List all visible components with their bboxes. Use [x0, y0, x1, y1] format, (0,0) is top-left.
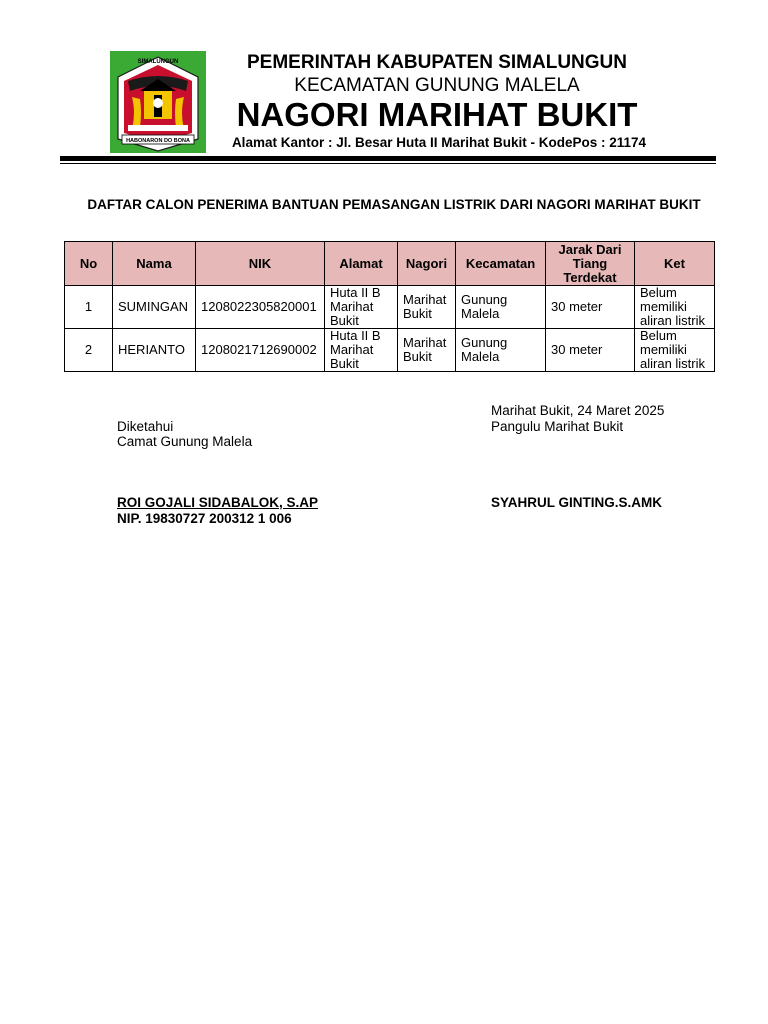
cell-nik: 1208022305820001: [196, 286, 325, 329]
government-name: PEMERINTAH KABUPATEN SIMALUNGUN: [247, 52, 627, 73]
place-date: Marihat Bukit, 24 Maret 2025: [491, 403, 665, 418]
cell-nagori: Marihat Bukit: [398, 329, 456, 372]
cell-kecamatan: Gunung Malela: [456, 329, 546, 372]
cell-nagori: Marihat Bukit: [398, 286, 456, 329]
letterhead-rule-thin: [60, 163, 716, 164]
cell-alamat: Huta II B Marihat Bukit: [325, 329, 398, 372]
table-row: [65, 329, 715, 372]
cell-ket: Belum memiliki aliran listrik: [635, 329, 715, 372]
right-signer-name: SYAHRUL GINTING.S.AMK: [491, 495, 663, 510]
cell-alamat: Huta II B Marihat Bukit: [325, 286, 398, 329]
district-name: KECAMATAN GUNUNG MALELA: [294, 75, 580, 96]
table-header-row: [65, 242, 715, 286]
header-nagori: Nagori: [398, 242, 456, 286]
left-signer-name: ROI GOJALI SIDABALOK, S.AP: [117, 495, 319, 510]
recipient-table: [64, 241, 715, 372]
header-no: No: [65, 242, 113, 286]
cell-nama: HERIANTO: [113, 329, 196, 372]
cell-no: 2: [65, 329, 113, 372]
table-row: [65, 286, 715, 329]
header-alamat: Alamat: [325, 242, 398, 286]
cell-jarak: 30 meter: [546, 286, 635, 329]
office-address: Alamat Kantor : Jl. Besar Huta II Marihat Bukit - KodePos : 21174: [231, 135, 647, 150]
simalungun-emblem: [110, 51, 206, 153]
village-name: NAGORI MARIHAT BUKIT: [236, 96, 638, 133]
cell-ket: Belum memiliki aliran listrik: [635, 286, 715, 329]
cell-jarak: 30 meter: [546, 329, 635, 372]
cell-nik: 1208021712690002: [196, 329, 325, 372]
right-signer-title: Pangulu Marihat Bukit: [491, 419, 624, 434]
cell-no: 1: [65, 286, 113, 329]
svg-text:SIMALUNGUN: SIMALUNGUN: [137, 59, 179, 65]
header-kecamatan: Kecamatan: [456, 242, 546, 286]
left-signer-title: Camat Gunung Malela: [117, 434, 253, 449]
svg-text:HABONARON DO BONA: HABONARON DO BONA: [126, 138, 190, 144]
acknowledged-label: Diketahui: [117, 419, 174, 434]
cell-nama: SUMINGAN: [113, 286, 196, 329]
header-nama: Nama: [113, 242, 196, 286]
left-signer-nip: NIP. 19830727 200312 1 006: [117, 511, 292, 526]
header-ket: Ket: [635, 242, 715, 286]
header-nik: NIK: [196, 242, 325, 286]
document-title: DAFTAR CALON PENERIMA BANTUAN PEMASANGAN LISTRIK DARI NAGORI MARIHAT BUKIT: [87, 197, 701, 212]
cell-kecamatan: Gunung Malela: [456, 286, 546, 329]
header-jarak: Jarak Dari Tiang Terdekat: [546, 242, 635, 286]
letterhead-rule-thick: [60, 156, 716, 161]
